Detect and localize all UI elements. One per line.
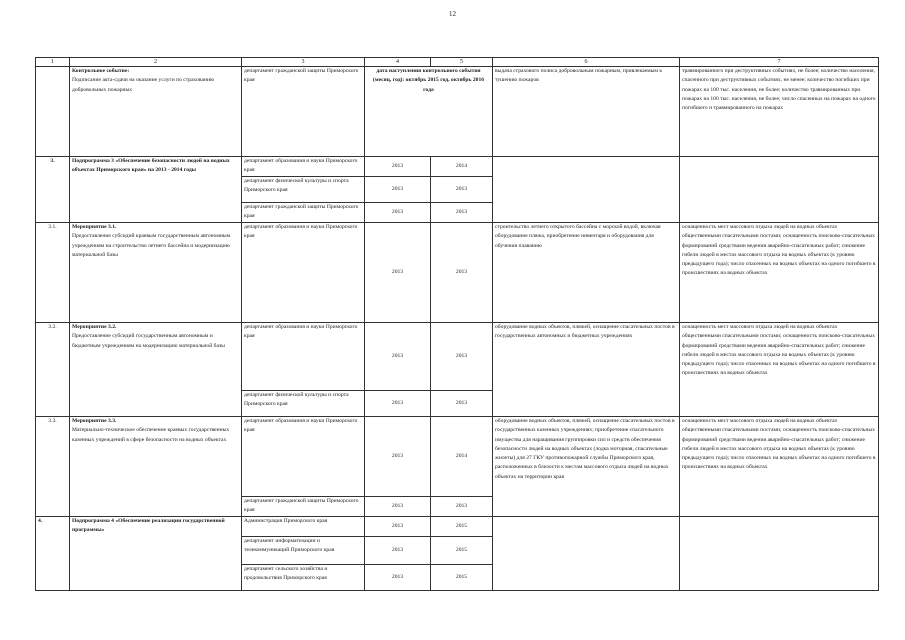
table-row-measure-3-1 [36,223,879,323]
start-year: 2013 [365,323,431,391]
end-year: 2013 [431,391,493,417]
start-year: 2013 [365,203,431,223]
measure-cell [70,417,242,517]
end-year: 2013 [431,323,493,391]
measure-title: Мероприятие 3.1. [72,224,117,230]
row-number: 3.1. [36,223,70,323]
control-event-date: дата наступления контрольного события (месяц, год): октябрь 2015 год, октябрь 2016 года [365,67,493,157]
measure-cell [70,323,242,417]
row-number: 3.2. [36,323,70,417]
measure-text: Предоставление субсидий государственным автономным и бюджетным учреждениям на модернизацию материальной базы [72,333,225,349]
executor-cell: департамент сельского хозяйства и продовольствия Приморского края [242,565,365,591]
subprogram-title: Подпрограмма 4 «Обеспечение реализации государственной программы» [70,517,242,591]
row-number: 4. [36,517,70,591]
indicator-cell: травмированного при деструктивных событиях, не более; количество населения, спасенного при деструктивных событиях, не менее; количество погибших при пожарах на 100 тыс. населения, не более; количество травмированных при пожарах на 100 тыс. населения, не более; число спасенных на пожарах на одного погибшего и травмированного на пожарах [680,67,879,157]
row-number: 3.3. [36,417,70,517]
executor-cell: департамент гражданской защиты Приморского края [242,67,365,157]
start-year: 2013 [365,157,431,177]
result-cell: оборудование водных объектов, пляжей, оснащение спасательных постов в государственных автономных и бюджетных учреждениях [493,323,680,417]
end-year: 2014 [431,417,493,497]
indicator-cell [680,157,879,223]
end-year: 2015 [431,565,493,591]
start-year: 2013 [365,177,431,203]
col-num-1: 1 [36,58,70,67]
indicator-cell: оснащенность мест массового отдыха людей на водных объектах общественными спасательными постами; оснащенность поисково-спасательных формирований средствами ведения аварийно-спасательных работ; снижение гибели людей в местах массового отдыха на водных объектах (к уровню предыдущего года); число спасенных на водных объектах на одного погибшего в происшествиях на водных объектах [680,323,879,417]
end-year: 2013 [431,497,493,517]
col-num-5: 5 [431,58,493,67]
end-year: 2013 [431,177,493,203]
start-year: 2013 [365,565,431,591]
table-row-measure-3-3 [36,417,879,497]
start-year: 2013 [365,391,431,417]
executor-cell: департамент образования и науки Приморского края [242,417,365,497]
col-num-7: 7 [680,58,879,67]
executor-cell: департамент гражданской защиты Приморского края [242,497,365,517]
table-row-subprogram-3 [36,157,879,177]
control-event-title: Контрольное событие: [72,68,130,74]
measure-title: Мероприятие 3.3. [72,418,117,424]
result-cell: выдача страхового полиса добровольным пожарным, привлекаемым к тушению пожаров [493,67,680,157]
result-cell [493,517,680,591]
measure-text: Материально-техническое обеспечение краевых государственных казенных учреждений в сфере безопасности на водных объектах [72,427,230,443]
start-year: 2013 [365,223,431,323]
start-year: 2013 [365,537,431,565]
end-year: 2015 [431,537,493,565]
measure-text: Предоставление субсидий краевым государственным автономным учреждениям на строительство летнего бассейна и модернизацию материальной базы [72,233,231,258]
start-year: 2013 [365,517,431,537]
table-row-subprogram-4 [36,517,879,537]
program-table [35,57,879,591]
measure-title: Мероприятие 3.2. [72,324,117,330]
indicator-cell: оснащенность мест массового отдыха людей на водных объектах общественными спасательными постами; оснащенность поисково-спасательных формирований средствами ведения аварийно-спасательных работ; снижение гибели людей в местах массового отдыха на водных объектах (к уровню предыдущего года); число спасенных на водных объектах на одного погибшего в происшествиях на водных объектах [680,223,879,323]
start-year: 2013 [365,417,431,497]
executor-cell: департамент физической культуры и спорта Приморского края [242,391,365,417]
col-num-6: 6 [493,58,680,67]
start-year: 2013 [365,497,431,517]
row-number: 3. [36,157,70,223]
table-row-control-event [36,67,879,157]
col-num-4: 4 [365,58,431,67]
result-cell: строительство летнего открытого бассейна с морской водой, включая оборудование пляжа, приобретение инвентаря и оборудования для обучения плаванию [493,223,680,323]
executor-cell: Администрация Приморского края [242,517,365,537]
control-event-cell [70,67,242,157]
indicator-cell: оснащенность мест массового отдыха людей на водных объектах общественными спасательными постами; оснащенность поисково-спасательных формирований средствами ведения аварийно-спасательных работ; снижение гибели людей в местах массового отдыха на водных объектах (к уровню предыдущего года); число спасенных на водных объектах на одного погибшего в происшествиях на водных объектах [680,417,879,517]
col-num-2: 2 [70,58,242,67]
control-event-text: Подписание акта-сдачи на оказание услуги по страхованию добровольных пожарных [72,77,215,93]
subprogram-title: Подпрограмма 3 «Обеспечение безопасности людей на водных объектах Приморского края» на 2013 - 2014 годы [70,157,242,223]
end-year: 2015 [431,517,493,537]
measure-cell [70,223,242,323]
end-year: 2013 [431,203,493,223]
executor-cell: департамент физической культуры и спорта Приморского края [242,177,365,203]
result-cell [493,157,680,223]
indicator-cell [680,517,879,591]
executor-cell: департамент образования и науки Приморского края [242,157,365,177]
result-cell: оборудование водных объектов, пляжей, оснащение спасательных постов в государственных казенных учреждениях; приобретение спасательного имущества для наращивания группировки сил и средств обеспечения безопасности людей на водных объектах (лодка моторная, спасательные жилеты) для 27 ГКУ противопожарной службы Приморского края, расположенных в близости к местам массового отдыха людей на водных объектах на территории края [493,417,680,517]
column-number-row [36,58,879,67]
executor-cell: департамент гражданской защиты Приморского края [242,203,365,223]
row-number [36,67,70,157]
page-number: 12 [449,10,456,18]
table-row-measure-3-2 [36,323,879,391]
end-year: 2013 [431,223,493,323]
executor-cell: департамент образования и науки Приморского края [242,323,365,391]
executor-cell: департамент информатизации и телекоммуникаций Приморского края [242,537,365,565]
executor-cell: департамент образования и науки Приморского края [242,223,365,323]
end-year: 2014 [431,157,493,177]
col-num-3: 3 [242,58,365,67]
